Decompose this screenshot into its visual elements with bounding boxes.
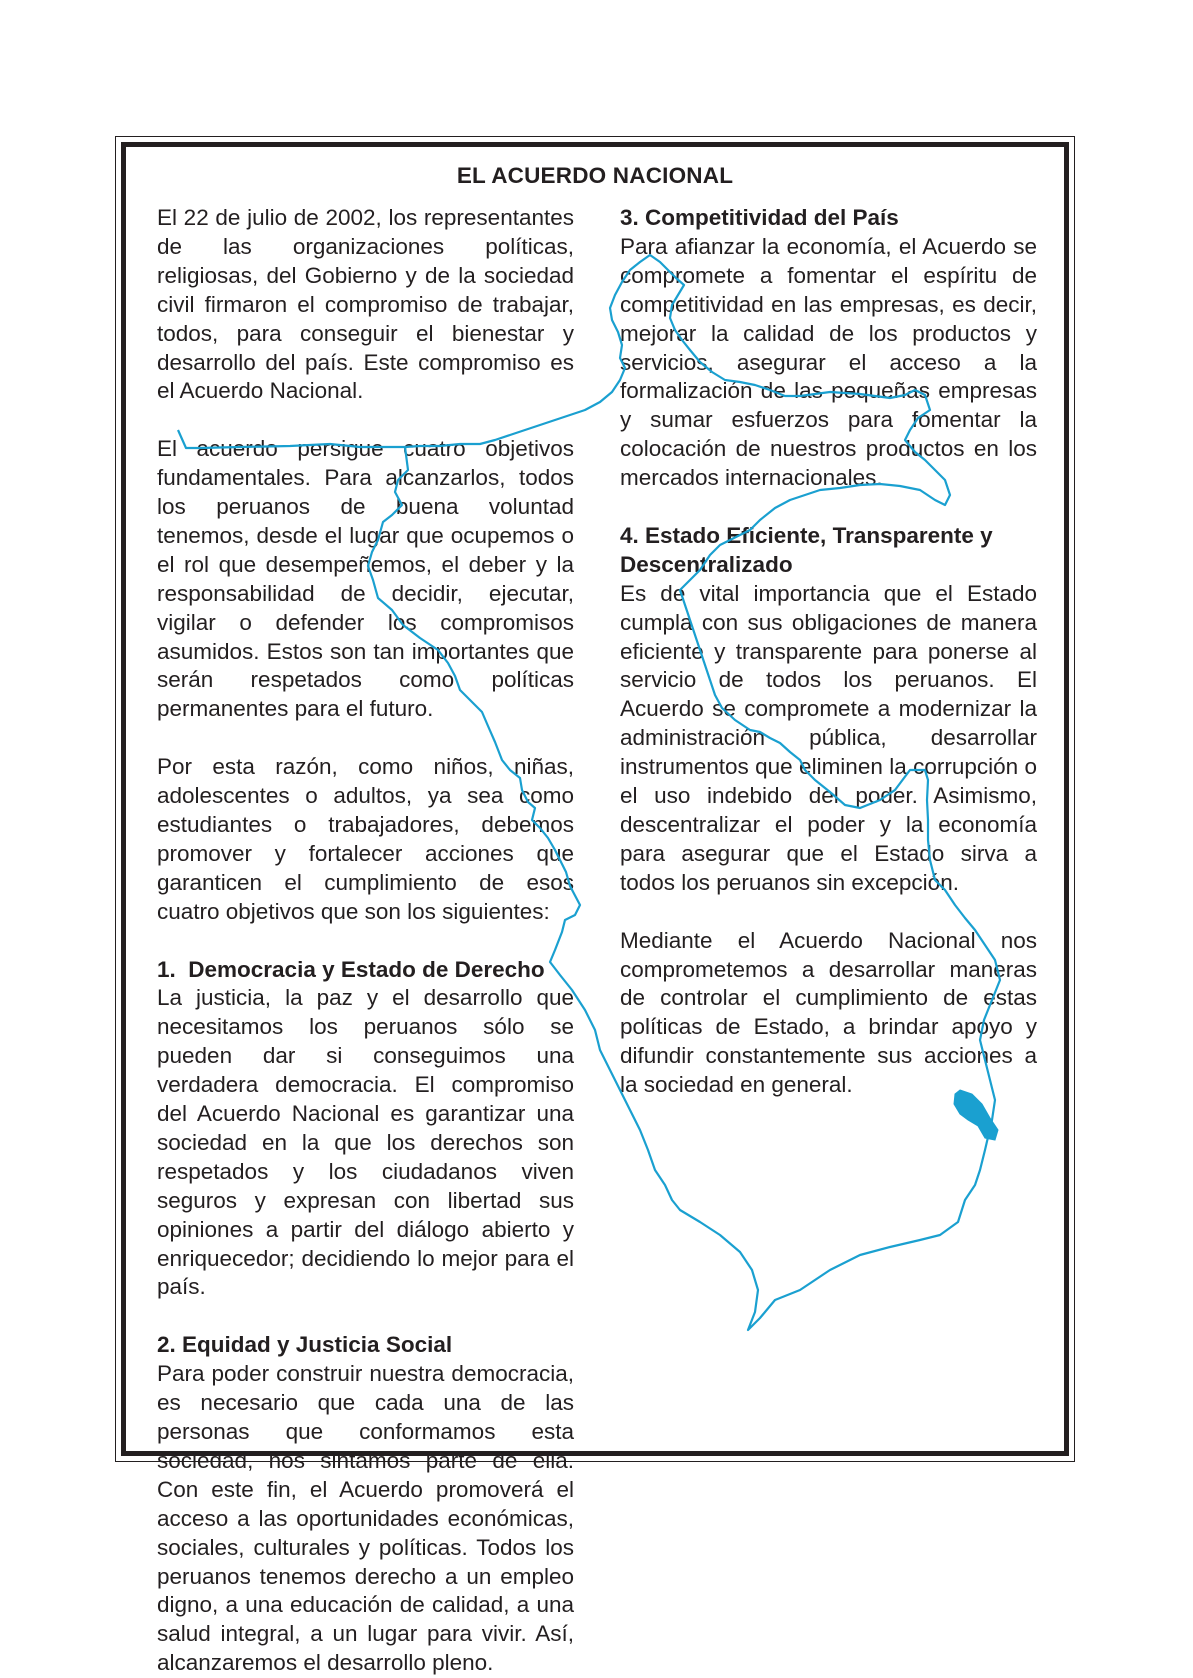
section-3-heading: 3. Competitividad del País (620, 205, 899, 230)
section-3 (620, 204, 1037, 493)
intro-paragraph-3: Por esta razón, como niños, niñas, adolescentes o adultos, ya sea como estudiantes o trabajadores, debemos promover y fortalecer acciones que garanticen el cumplimiento de esos cuatro objetivos que son los siguientes: (157, 754, 574, 924)
section-3-body: Para afianzar la economía, el Acuerdo se compromete a fomentar el espíritu de competitividad en las empresas, es decir, mejorar la calidad de los productos y servicios, asegurar el acceso a la formalización de las pequeñas empresas y sumar esfuerzos para fomentar la colocación de nuestros productos en los mercados internacionales. (620, 233, 1037, 491)
section-1-body: La justicia, la paz y el desarrollo que necesitamos los peruanos sólo se pueden dar si conseguimos una verdadera democracia. El compromiso del Acuerdo Nacional es garantizar una sociedad en la que los derechos son respetados y los ciudadanos viven seguros y expresan con libertad sus opiniones a partir del diálogo abierto y enriquecedor; decidiendo lo mejor para el país. (157, 985, 574, 1300)
right-column (620, 204, 1037, 1100)
section-2 (157, 1331, 574, 1678)
page-title: EL ACUERDO NACIONAL (456, 163, 734, 188)
left-column (157, 204, 574, 1678)
intro-paragraph-2: El acuerdo persigue cuatro objetivos fundamentales. Para alcanzarlos, todos los peruanos de buena voluntad tenemos, desde el lugar que ocupemos o el rol que desempeñemos, el deber y la responsabilidad de decidir, ejecutar, vigilar o defender los compromisos asumidos. Estos son tan importantes que serán respetados como políticas permanentes para el futuro. (157, 436, 574, 722)
section-2-body: Para poder construir nuestra democracia, es necesario que cada una de las personas que conformamos esta sociedad, nos sintamos parte de ella. Con este fin, el Acuerdo promoverá el acceso a las oportunidades económicas, sociales, culturales y políticas. Todos los peruanos tenemos derecho a un empleo digno, a una educación de calidad, a una salud integral, a un lugar para vivir. Así, alcanzaremos el desarrollo pleno. (157, 1361, 574, 1676)
section-4-body: Es de vital importancia que el Estado cumpla con sus obligaciones de manera eficiente y transparente para ponerse al servicio de todos los peruanos. El Acuerdo se compromete a modernizar la administración pública, desarrollar instrumentos que eliminen la corrupción o el uso indebido del poder. Asimismo, descentralizar el poder y la economía para asegurar que el Estado sirva a todos los peruanos sin excepción. (620, 580, 1037, 895)
intro-paragraph-1: El 22 de julio de 2002, los representantes de las organizaciones políticas, religiosas, del Gobierno y de la sociedad civil firmaron el compromiso de trabajar, todos, para conseguir el bienestar y desarrollo del país. Este compromiso es el Acuerdo Nacional. (157, 205, 574, 404)
closing-paragraph: Mediante el Acuerdo Nacional nos comprometemos a desarrollar maneras de controlar el cumplimiento de estas políticas de Estado, a brindar apoyo y difundir constantemente sus acciones a la sociedad en general. (620, 927, 1037, 1098)
section-4 (620, 522, 1037, 898)
section-1 (157, 956, 574, 1303)
section-4-heading: 4. Estado Eficiente, Transparente y Descentralizado (620, 522, 993, 577)
section-1-heading: 1. Democracia y Estado de Derecho (157, 956, 545, 982)
section-2-heading: 2. Equidad y Justicia Social (157, 1332, 453, 1358)
